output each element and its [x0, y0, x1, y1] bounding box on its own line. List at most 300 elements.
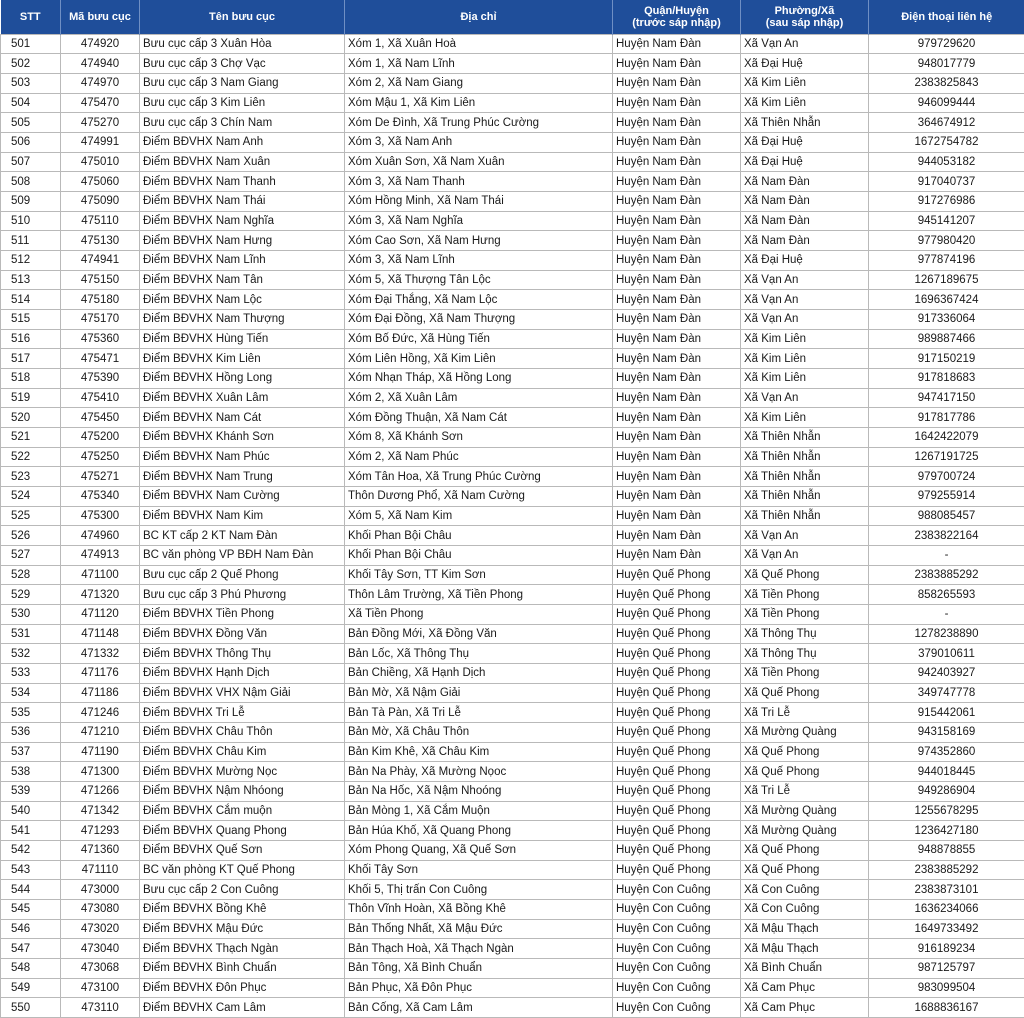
table-row [1, 998, 1024, 1018]
cell-office-name: Điểm BĐVHX Đôn Phục [140, 978, 345, 998]
cell-office-name: Điểm BĐVHX Đồng Văn [140, 624, 345, 644]
cell-postal-code: 475130 [61, 231, 140, 251]
cell-address: Bản Mòng 1, Xã Cắm Muộn [345, 801, 613, 821]
cell-phone: 1688836167 [869, 998, 1024, 1018]
cell-stt: 516 [1, 329, 61, 349]
cell-office-name: Điểm BĐVHX Hùng Tiến [140, 329, 345, 349]
cell-postal-code: 471246 [61, 703, 140, 723]
cell-stt: 518 [1, 368, 61, 388]
cell-address: Thôn Dương Phổ, Xã Nam Cường [345, 486, 613, 506]
cell-address: Xóm 2, Xã Nam Phúc [345, 447, 613, 467]
cell-address: Xóm Bố Đức, Xã Hùng Tiến [345, 329, 613, 349]
cell-ward: Xã Vạn An [741, 545, 869, 565]
header-postal-code: Mã bưu cục [61, 0, 140, 34]
cell-ward: Xã Quế Phong [741, 860, 869, 880]
cell-stt: 513 [1, 270, 61, 290]
cell-district: Huyện Quế Phong [613, 821, 741, 841]
table-row [1, 250, 1024, 270]
cell-phone: 1636234066 [869, 900, 1024, 920]
cell-phone: 983099504 [869, 978, 1024, 998]
cell-ward: Xã Quế Phong [741, 565, 869, 585]
cell-postal-code: 471320 [61, 585, 140, 605]
cell-ward: Xã Thiên Nhẫn [741, 506, 869, 526]
cell-phone: 979700724 [869, 467, 1024, 487]
cell-district: Huyện Nam Đàn [613, 408, 741, 428]
cell-district: Huyện Quế Phong [613, 762, 741, 782]
cell-ward: Xã Nam Đàn [741, 172, 869, 192]
cell-district: Huyện Nam Đàn [613, 329, 741, 349]
cell-phone: 943158169 [869, 723, 1024, 743]
table-row [1, 290, 1024, 310]
table-row [1, 231, 1024, 251]
table-header [1, 0, 1024, 34]
cell-ward: Xã Bình Chuẩn [741, 959, 869, 979]
cell-office-name: Điểm BĐVHX Thạch Ngàn [140, 939, 345, 959]
cell-phone: 979255914 [869, 486, 1024, 506]
cell-address: Thôn Vĩnh Hoàn, Xã Bồng Khê [345, 900, 613, 920]
cell-ward: Xã Tri Lễ [741, 782, 869, 802]
cell-ward: Xã Vạn An [741, 526, 869, 546]
cell-stt: 545 [1, 900, 61, 920]
cell-district: Huyện Quế Phong [613, 801, 741, 821]
cell-postal-code: 475180 [61, 290, 140, 310]
cell-ward: Xã Tiền Phong [741, 604, 869, 624]
cell-district: Huyện Quế Phong [613, 723, 741, 743]
cell-ward: Xã Mậu Thạch [741, 939, 869, 959]
cell-postal-code: 474991 [61, 132, 140, 152]
cell-postal-code: 475450 [61, 408, 140, 428]
cell-stt: 537 [1, 742, 61, 762]
cell-district: Huyện Nam Đàn [613, 93, 741, 113]
table-row [1, 762, 1024, 782]
cell-district: Huyện Con Cuông [613, 959, 741, 979]
cell-stt: 547 [1, 939, 61, 959]
table-row [1, 329, 1024, 349]
cell-office-name: Điểm BĐVHX Khánh Sơn [140, 427, 345, 447]
cell-office-name: Điểm BĐVHX Nam Cường [140, 486, 345, 506]
cell-ward: Xã Vạn An [741, 290, 869, 310]
cell-ward: Xã Đại Huệ [741, 132, 869, 152]
table-row [1, 388, 1024, 408]
cell-ward: Xã Kim Liên [741, 329, 869, 349]
cell-district: Huyện Quế Phong [613, 782, 741, 802]
cell-ward: Xã Con Cuông [741, 880, 869, 900]
cell-stt: 512 [1, 250, 61, 270]
table-row [1, 93, 1024, 113]
cell-address: Bản Mờ, Xã Châu Thôn [345, 723, 613, 743]
cell-address: Xóm Tân Hoa, Xã Trung Phúc Cường [345, 467, 613, 487]
cell-phone: 989887466 [869, 329, 1024, 349]
cell-postal-code: 473080 [61, 900, 140, 920]
cell-postal-code: 471210 [61, 723, 140, 743]
cell-ward: Xã Quế Phong [741, 841, 869, 861]
cell-ward: Xã Quế Phong [741, 742, 869, 762]
cell-phone: 988085457 [869, 506, 1024, 526]
cell-office-name: Bưu cục cấp 3 Nam Giang [140, 73, 345, 93]
table-row [1, 959, 1024, 979]
cell-address: Xóm Mậu 1, Xã Kim Liên [345, 93, 613, 113]
cell-stt: 540 [1, 801, 61, 821]
cell-office-name: Điểm BĐVHX Nam Thanh [140, 172, 345, 192]
cell-postal-code: 471176 [61, 664, 140, 684]
header-row [1, 0, 1024, 34]
cell-district: Huyện Nam Đàn [613, 486, 741, 506]
cell-address: Xóm Đại Đồng, Xã Nam Thượng [345, 309, 613, 329]
cell-ward: Xã Tiền Phong [741, 664, 869, 684]
cell-address: Bản Thống Nhất, Xã Mậu Đức [345, 919, 613, 939]
cell-phone: 2383825843 [869, 73, 1024, 93]
table-row [1, 270, 1024, 290]
cell-district: Huyện Nam Đàn [613, 152, 741, 172]
table-row [1, 211, 1024, 231]
cell-stt: 506 [1, 132, 61, 152]
cell-postal-code: 475010 [61, 152, 140, 172]
table-row [1, 585, 1024, 605]
cell-address: Khối Phan Bội Châu [345, 545, 613, 565]
cell-district: Huyện Con Cuông [613, 900, 741, 920]
cell-postal-code: 471186 [61, 683, 140, 703]
cell-stt: 528 [1, 565, 61, 585]
cell-phone: 917818683 [869, 368, 1024, 388]
cell-ward: Xã Tri Lễ [741, 703, 869, 723]
cell-stt: 541 [1, 821, 61, 841]
cell-stt: 510 [1, 211, 61, 231]
cell-postal-code: 473040 [61, 939, 140, 959]
cell-address: Thôn Lâm Trường, Xã Tiền Phong [345, 585, 613, 605]
cell-office-name: BC văn phòng VP BĐH Nam Đàn [140, 545, 345, 565]
cell-phone: 944018445 [869, 762, 1024, 782]
cell-district: Huyện Con Cuông [613, 939, 741, 959]
header-ward-note: (sau sáp nhập) [765, 16, 844, 29]
cell-address: Xóm Liên Hồng, Xã Kim Liên [345, 349, 613, 369]
cell-address: Xóm 3, Xã Nam Nghĩa [345, 211, 613, 231]
cell-address: Xóm 5, Xã Nam Kim [345, 506, 613, 526]
cell-district: Huyện Nam Đàn [613, 73, 741, 93]
cell-address: Xóm Đại Thắng, Xã Nam Lộc [345, 290, 613, 310]
cell-ward: Xã Kim Liên [741, 93, 869, 113]
header-stt: STT [1, 0, 61, 34]
cell-district: Huyện Nam Đàn [613, 427, 741, 447]
cell-address: Xóm Nhạn Tháp, Xã Hồng Long [345, 368, 613, 388]
table-row [1, 113, 1024, 133]
cell-ward: Xã Thiên Nhẫn [741, 427, 869, 447]
cell-district: Huyện Nam Đàn [613, 132, 741, 152]
cell-address: Bản Lốc, Xã Thông Thụ [345, 644, 613, 664]
cell-stt: 533 [1, 664, 61, 684]
cell-stt: 509 [1, 191, 61, 211]
cell-phone: 1278238890 [869, 624, 1024, 644]
cell-ward: Xã Thiên Nhẫn [741, 467, 869, 487]
table-row [1, 368, 1024, 388]
cell-stt: 529 [1, 585, 61, 605]
cell-district: Huyện Con Cuông [613, 978, 741, 998]
cell-office-name: BC KT cấp 2 KT Nam Đàn [140, 526, 345, 546]
table-row [1, 782, 1024, 802]
cell-office-name: Điểm BĐVHX Nam Kim [140, 506, 345, 526]
cell-district: Huyện Quế Phong [613, 624, 741, 644]
cell-district: Huyện Quế Phong [613, 664, 741, 684]
cell-district: Huyện Nam Đàn [613, 270, 741, 290]
cell-ward: Xã Thiên Nhẫn [741, 486, 869, 506]
cell-office-name: Điểm BĐVHX Nam Thượng [140, 309, 345, 329]
cell-phone: 2383885292 [869, 565, 1024, 585]
cell-stt: 502 [1, 54, 61, 74]
cell-address: Xóm De Đình, Xã Trung Phúc Cường [345, 113, 613, 133]
header-ward [741, 0, 869, 34]
cell-postal-code: 475360 [61, 329, 140, 349]
cell-district: Huyện Con Cuông [613, 919, 741, 939]
table-row [1, 152, 1024, 172]
cell-stt: 531 [1, 624, 61, 644]
cell-stt: 501 [1, 34, 61, 54]
cell-ward: Xã Quế Phong [741, 683, 869, 703]
cell-district: Huyện Nam Đàn [613, 113, 741, 133]
cell-office-name: Điểm BĐVHX Thông Thụ [140, 644, 345, 664]
cell-postal-code: 474920 [61, 34, 140, 54]
cell-postal-code: 475471 [61, 349, 140, 369]
cell-stt: 532 [1, 644, 61, 664]
cell-address: Bản Tông, Xã Bình Chuẩn [345, 959, 613, 979]
table-row [1, 978, 1024, 998]
cell-district: Huyện Nam Đàn [613, 172, 741, 192]
cell-phone: 1649733492 [869, 919, 1024, 939]
cell-postal-code: 471293 [61, 821, 140, 841]
table-row [1, 191, 1024, 211]
cell-address: Bản Chiềng, Xã Hạnh Dịch [345, 664, 613, 684]
cell-office-name: Điểm BĐVHX Nam Cát [140, 408, 345, 428]
cell-address: Bản Húa Khố, Xã Quang Phong [345, 821, 613, 841]
table-row [1, 54, 1024, 74]
cell-postal-code: 475300 [61, 506, 140, 526]
cell-stt: 505 [1, 113, 61, 133]
cell-district: Huyện Nam Đàn [613, 506, 741, 526]
cell-ward: Xã Nam Đàn [741, 211, 869, 231]
cell-postal-code: 474940 [61, 54, 140, 74]
cell-phone: 944053182 [869, 152, 1024, 172]
table-body [1, 34, 1024, 1018]
cell-ward: Xã Mường Quàng [741, 723, 869, 743]
cell-address: Xóm Xuân Sơn, Xã Nam Xuân [345, 152, 613, 172]
cell-postal-code: 475270 [61, 113, 140, 133]
header-phone: Điện thoại liên hệ [869, 0, 1024, 34]
cell-stt: 507 [1, 152, 61, 172]
cell-ward: Xã Kim Liên [741, 73, 869, 93]
cell-phone: 942403927 [869, 664, 1024, 684]
cell-postal-code: 473110 [61, 998, 140, 1018]
cell-address: Xóm 5, Xã Thượng Tân Lộc [345, 270, 613, 290]
cell-phone: 1255678295 [869, 801, 1024, 821]
cell-phone: 948017779 [869, 54, 1024, 74]
cell-phone: - [869, 545, 1024, 565]
table-row [1, 900, 1024, 920]
table-row [1, 723, 1024, 743]
cell-postal-code: 471110 [61, 860, 140, 880]
cell-address: Bản Mờ, Xã Nậm Giải [345, 683, 613, 703]
cell-district: Huyện Nam Đàn [613, 447, 741, 467]
table-row [1, 821, 1024, 841]
cell-ward: Xã Vạn An [741, 309, 869, 329]
cell-postal-code: 475250 [61, 447, 140, 467]
cell-phone: 977874196 [869, 250, 1024, 270]
table-row [1, 526, 1024, 546]
cell-office-name: Điểm BĐVHX VHX Nậm Giải [140, 683, 345, 703]
cell-address: Xóm 3, Xã Nam Thanh [345, 172, 613, 192]
cell-postal-code: 475271 [61, 467, 140, 487]
cell-district: Huyện Nam Đàn [613, 250, 741, 270]
cell-ward: Xã Thông Thụ [741, 624, 869, 644]
cell-office-name: Điểm BĐVHX Nam Thái [140, 191, 345, 211]
cell-phone: - [869, 604, 1024, 624]
table-row [1, 506, 1024, 526]
cell-office-name: Điểm BĐVHX Cam Lâm [140, 998, 345, 1018]
cell-district: Huyện Nam Đàn [613, 349, 741, 369]
cell-phone: 974352860 [869, 742, 1024, 762]
cell-office-name: Bưu cục cấp 3 Phú Phương [140, 585, 345, 605]
cell-office-name: Bưu cục cấp 3 Chợ Vạc [140, 54, 345, 74]
cell-office-name: Điểm BĐVHX Cắm muộn [140, 801, 345, 821]
cell-office-name: Điểm BĐVHX Nậm Nhóong [140, 782, 345, 802]
table-row [1, 939, 1024, 959]
cell-address: Bản Kim Khê, Xã Châu Kim [345, 742, 613, 762]
header-ward-title: Phường/Xã [774, 4, 835, 17]
cell-postal-code: 471120 [61, 604, 140, 624]
cell-phone: 915442061 [869, 703, 1024, 723]
cell-office-name: Điểm BĐVHX Nam Tân [140, 270, 345, 290]
cell-phone: 1696367424 [869, 290, 1024, 310]
cell-office-name: Điểm BĐVHX Châu Thôn [140, 723, 345, 743]
cell-ward: Xã Đại Huệ [741, 152, 869, 172]
cell-office-name: Điểm BĐVHX Châu Kim [140, 742, 345, 762]
cell-postal-code: 474913 [61, 545, 140, 565]
cell-office-name: Điểm BĐVHX Nam Lĩnh [140, 250, 345, 270]
cell-phone: 948878855 [869, 841, 1024, 861]
cell-phone: 917276986 [869, 191, 1024, 211]
cell-district: Huyện Quế Phong [613, 644, 741, 664]
cell-address: Bản Cống, Xã Cam Lâm [345, 998, 613, 1018]
header-address: Địa chỉ [345, 0, 613, 34]
header-office-name: Tên bưu cục [140, 0, 345, 34]
cell-stt: 539 [1, 782, 61, 802]
cell-ward: Xã Kim Liên [741, 349, 869, 369]
cell-stt: 542 [1, 841, 61, 861]
cell-stt: 534 [1, 683, 61, 703]
cell-office-name: Bưu cục cấp 2 Quế Phong [140, 565, 345, 585]
table-row [1, 644, 1024, 664]
cell-address: Xóm 2, Xã Nam Giang [345, 73, 613, 93]
cell-stt: 526 [1, 526, 61, 546]
cell-postal-code: 474941 [61, 250, 140, 270]
cell-stt: 517 [1, 349, 61, 369]
cell-stt: 535 [1, 703, 61, 723]
cell-postal-code: 473000 [61, 880, 140, 900]
cell-ward: Xã Vạn An [741, 34, 869, 54]
cell-address: Xóm 3, Xã Nam Anh [345, 132, 613, 152]
cell-postal-code: 473068 [61, 959, 140, 979]
cell-stt: 519 [1, 388, 61, 408]
cell-district: Huyện Nam Đàn [613, 290, 741, 310]
cell-phone: 917336064 [869, 309, 1024, 329]
cell-district: Huyện Nam Đàn [613, 231, 741, 251]
cell-district: Huyện Quế Phong [613, 565, 741, 585]
cell-postal-code: 474970 [61, 73, 140, 93]
cell-postal-code: 471300 [61, 762, 140, 782]
table-row [1, 427, 1024, 447]
cell-district: Huyện Con Cuông [613, 998, 741, 1018]
cell-address: Xóm Cao Sơn, Xã Nam Hưng [345, 231, 613, 251]
cell-office-name: Bưu cục cấp 3 Chín Nam [140, 113, 345, 133]
cell-office-name: Điểm BĐVHX Nam Nghĩa [140, 211, 345, 231]
cell-district: Huyện Nam Đàn [613, 191, 741, 211]
cell-postal-code: 475170 [61, 309, 140, 329]
table-row [1, 34, 1024, 54]
cell-ward: Xã Mường Quàng [741, 801, 869, 821]
cell-district: Huyện Quế Phong [613, 604, 741, 624]
cell-phone: 364674912 [869, 113, 1024, 133]
cell-office-name: Điểm BĐVHX Bình Chuẩn [140, 959, 345, 979]
cell-postal-code: 471100 [61, 565, 140, 585]
table-row [1, 545, 1024, 565]
cell-phone: 946099444 [869, 93, 1024, 113]
cell-office-name: Điểm BĐVHX Nam Lộc [140, 290, 345, 310]
cell-postal-code: 471266 [61, 782, 140, 802]
cell-ward: Xã Cam Phục [741, 998, 869, 1018]
cell-address: Khối Tây Sơn [345, 860, 613, 880]
cell-postal-code: 474960 [61, 526, 140, 546]
cell-office-name: Điểm BĐVHX Nam Anh [140, 132, 345, 152]
cell-address: Bản Tà Pàn, Xã Tri Lễ [345, 703, 613, 723]
cell-address: Xóm 8, Xã Khánh Sơn [345, 427, 613, 447]
cell-phone: 945141207 [869, 211, 1024, 231]
cell-ward: Xã Nam Đàn [741, 191, 869, 211]
cell-stt: 527 [1, 545, 61, 565]
cell-office-name: Bưu cục cấp 3 Kim Liên [140, 93, 345, 113]
cell-stt: 550 [1, 998, 61, 1018]
cell-ward: Xã Tiền Phong [741, 585, 869, 605]
cell-district: Huyện Nam Đàn [613, 388, 741, 408]
cell-phone: 2383885292 [869, 860, 1024, 880]
cell-stt: 504 [1, 93, 61, 113]
cell-office-name: Điểm BĐVHX Quang Phong [140, 821, 345, 841]
table-row [1, 703, 1024, 723]
cell-postal-code: 475110 [61, 211, 140, 231]
cell-district: Huyện Con Cuông [613, 880, 741, 900]
cell-stt: 524 [1, 486, 61, 506]
cell-ward: Xã Mường Quàng [741, 821, 869, 841]
cell-address: Xóm 2, Xã Xuân Lâm [345, 388, 613, 408]
cell-stt: 538 [1, 762, 61, 782]
cell-district: Huyện Quế Phong [613, 860, 741, 880]
table-row [1, 349, 1024, 369]
table-row [1, 132, 1024, 152]
cell-phone: 1672754782 [869, 132, 1024, 152]
cell-postal-code: 471148 [61, 624, 140, 644]
cell-postal-code: 471332 [61, 644, 140, 664]
cell-stt: 536 [1, 723, 61, 743]
cell-ward: Xã Kim Liên [741, 408, 869, 428]
cell-stt: 511 [1, 231, 61, 251]
cell-stt: 530 [1, 604, 61, 624]
table-row [1, 486, 1024, 506]
cell-stt: 520 [1, 408, 61, 428]
cell-phone: 379010611 [869, 644, 1024, 664]
cell-stt: 548 [1, 959, 61, 979]
cell-stt: 546 [1, 919, 61, 939]
cell-stt: 514 [1, 290, 61, 310]
table-row [1, 172, 1024, 192]
cell-district: Huyện Nam Đàn [613, 34, 741, 54]
cell-ward: Xã Thiên Nhẫn [741, 447, 869, 467]
cell-postal-code: 473020 [61, 919, 140, 939]
